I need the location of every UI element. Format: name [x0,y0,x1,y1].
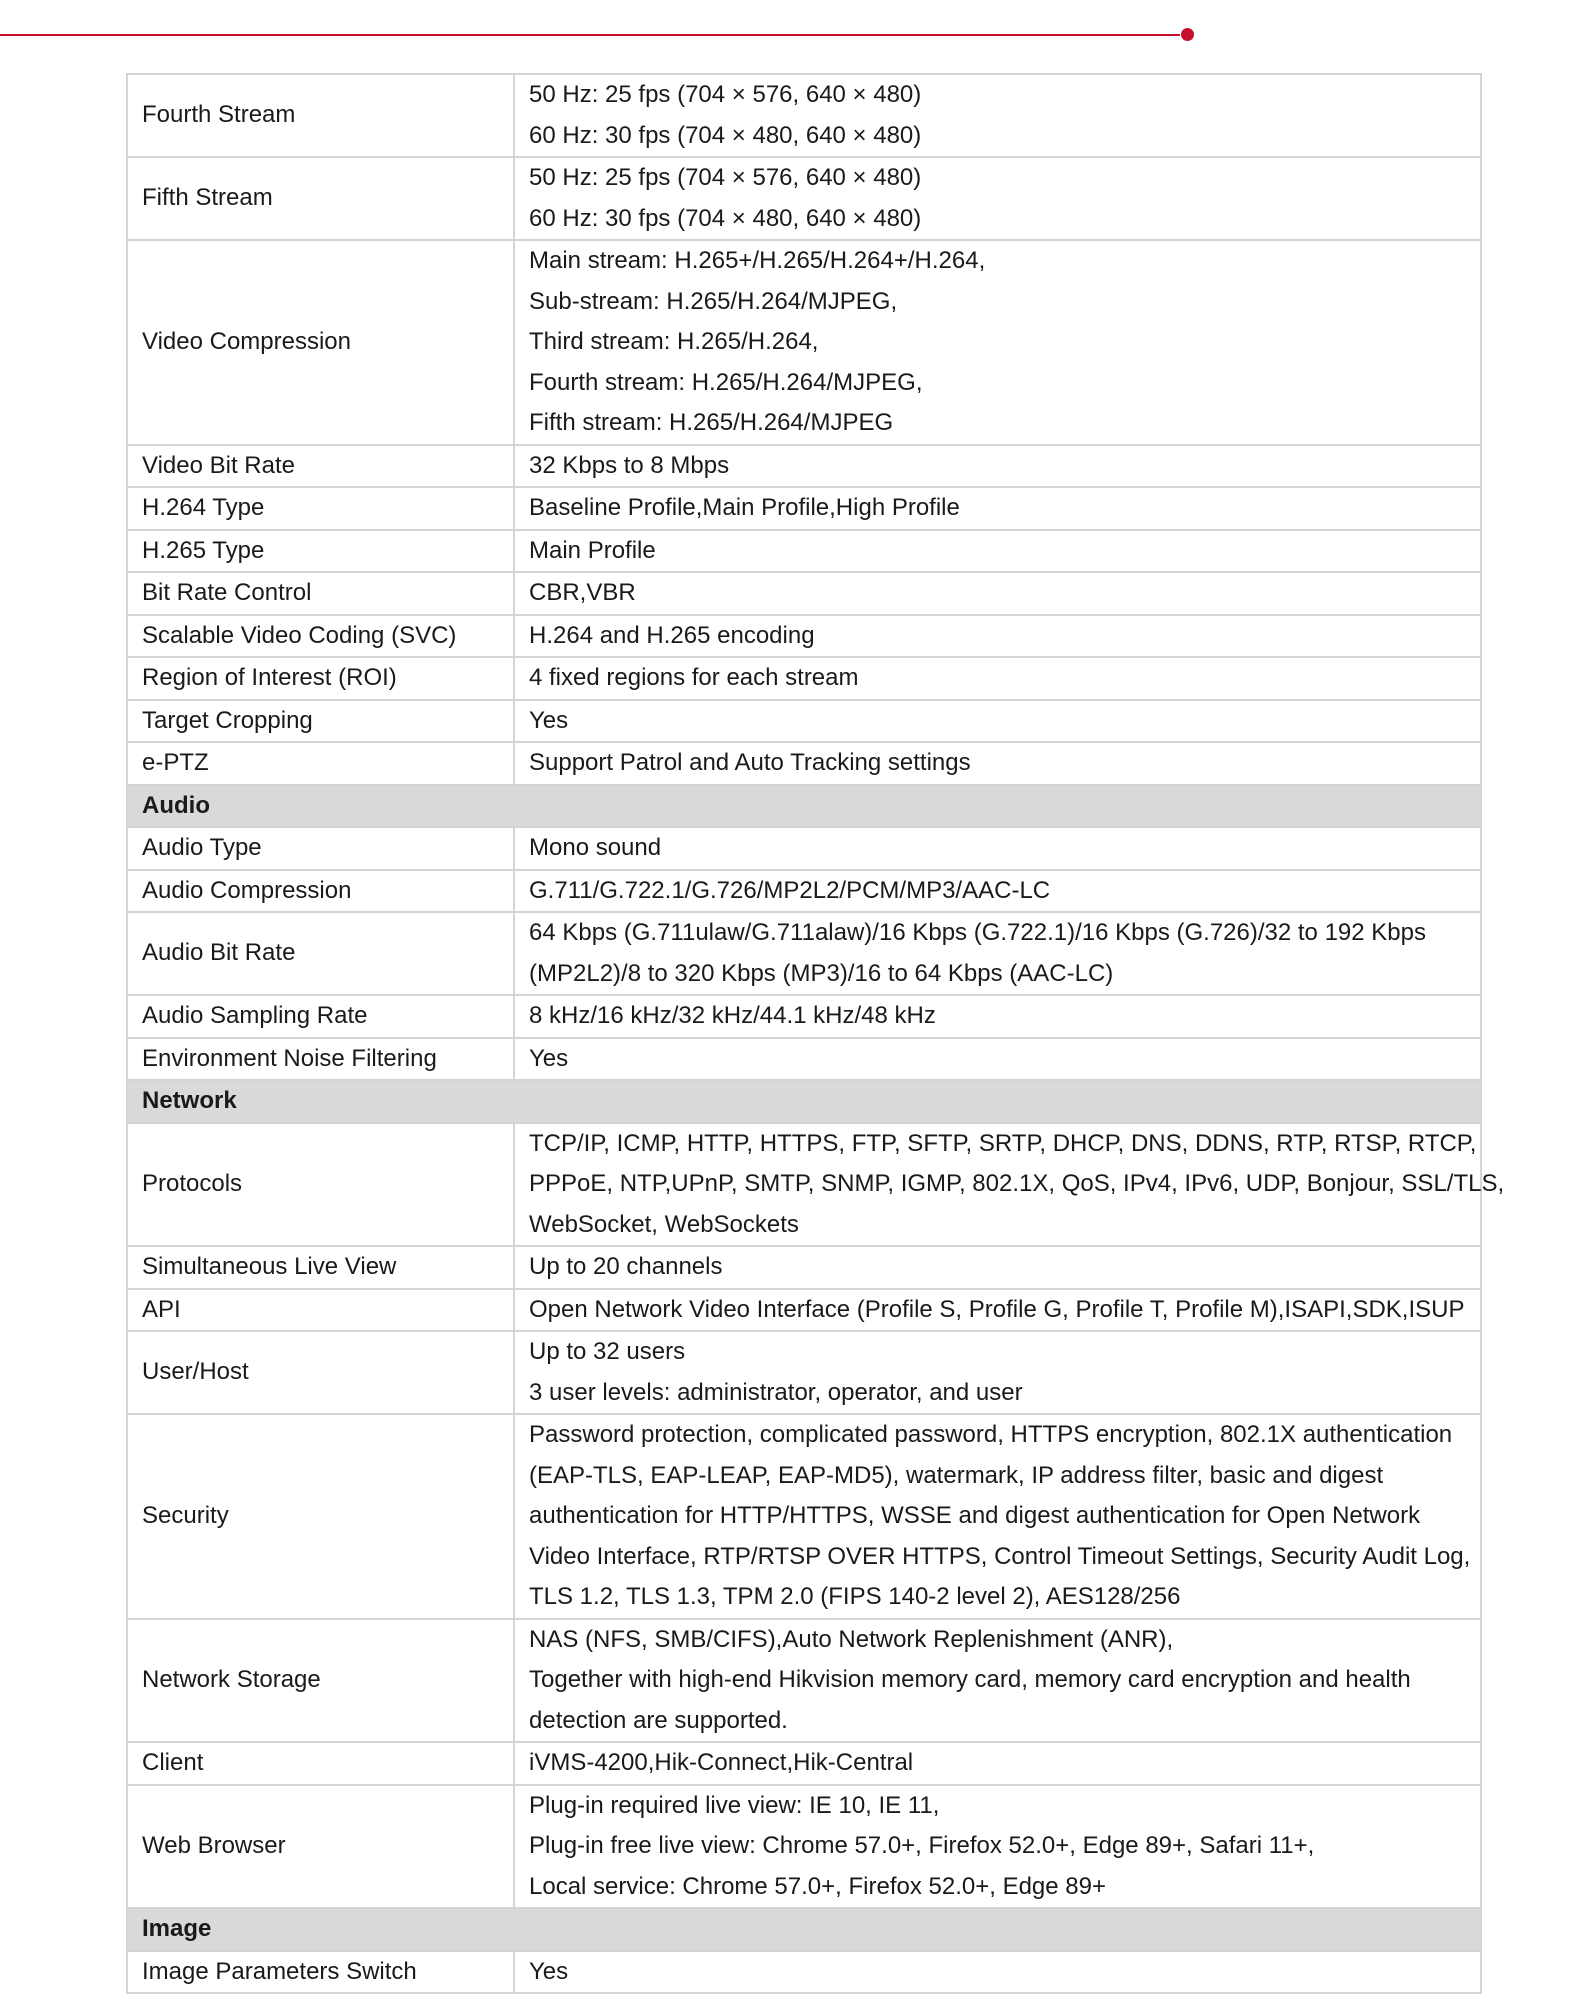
spec-row [127,657,1481,700]
spec-label: Simultaneous Live View [127,1246,514,1289]
spec-value-line: Yes [529,706,569,734]
header-red-dot [1181,28,1194,41]
spec-row [127,157,1481,240]
spec-value-line: 4 fixed regions for each stream [529,664,859,691]
spec-value-line: Up to 32 users [529,1338,686,1365]
spec-row [127,1123,1481,1247]
spec-row [127,742,1481,785]
spec-table [126,73,1505,1994]
spec-value [514,1619,1481,1743]
spec-value-line: Together with high-end Hikvision memory card, memory card encryption and health [529,1666,1411,1693]
spec-value [514,700,1481,743]
spec-label: Security [127,1414,514,1619]
spec-value [514,1246,1481,1289]
spec-row [127,870,1481,913]
spec-label: Audio Sampling Rate [127,995,514,1038]
spec-row [127,1785,1481,1909]
spec-row [127,1289,1481,1332]
spec-value-line: H.264 and H.265 encoding [529,621,815,649]
spec-value-line: NAS (NFS, SMB/CIFS),Auto Network Replenishment (ANR), [529,1625,1174,1653]
spec-row [127,912,1481,995]
spec-value [514,1289,1481,1332]
spec-value-line: detection are supported. [529,1706,788,1734]
spec-label: Video Bit Rate [127,445,514,488]
spec-value-line: 60 Hz: 30 fps (704 × 480, 640 × 480) [529,121,922,149]
spec-row [127,1414,1481,1619]
spec-value-line: Yes [529,1957,569,1985]
spec-value-line: (MP2L2)/8 to 320 Kbps (MP3)/16 to 64 Kbps (AAC-LC) [529,959,1114,987]
spec-value-line: iVMS-4200,Hik-Connect,Hik-Central [529,1749,914,1776]
spec-row [127,74,1481,157]
spec-value [514,615,1481,658]
spec-row [127,445,1481,488]
spec-value [514,1785,1481,1909]
spec-label: Video Compression [127,240,514,445]
spec-value [514,1742,1481,1785]
spec-value-line: Open Network Video Interface (Profile S, Profile G, Profile T, Profile M),ISAPI,SDK,ISUP [529,1295,1465,1323]
spec-label: Target Cropping [127,700,514,743]
spec-row [127,572,1481,615]
spec-label: e-PTZ [127,742,514,785]
spec-row [127,530,1481,573]
spec-value-line: Mono sound [529,834,662,861]
section-title: Audio [127,785,1481,828]
spec-value-line: Plug-in required live view: IE 10, IE 11, [529,1791,940,1819]
section-header-row [127,1080,1481,1123]
spec-label: Environment Noise Filtering [127,1038,514,1081]
spec-value [514,1414,1481,1619]
spec-value-line: PPPoE, NTP,UPnP, SMTP, SNMP, IGMP, 802.1X, QoS, IPv4, IPv6, UDP, Bonjour, SSL/TLS, [529,1170,1505,1197]
spec-label: API [127,1289,514,1332]
spec-label: Audio Type [127,827,514,870]
spec-value-line: Password protection, complicated password, HTTPS encryption, 802.1X authentication [529,1421,1453,1448]
spec-row [127,1619,1481,1743]
spec-value-line: TLS 1.2, TLS 1.3, TPM 2.0 (FIPS 140-2 level 2), AES128/256 [529,1583,1181,1610]
spec-value-line: 50 Hz: 25 fps (704 × 576, 640 × 480) [529,81,922,108]
spec-label: Bit Rate Control [127,572,514,615]
spec-label: Audio Bit Rate [127,912,514,995]
section-header-row [127,785,1481,828]
spec-row [127,615,1481,658]
spec-value [514,1123,1505,1247]
spec-row [127,700,1481,743]
spec-value-line: 50 Hz: 25 fps (704 × 576, 640 × 480) [529,164,922,191]
spec-value [514,572,1481,615]
spec-label: Fifth Stream [127,157,514,240]
spec-label: Image Parameters Switch [127,1951,514,1994]
spec-value [514,657,1481,700]
spec-value-line: Fifth stream: H.265/H.264/MJPEG [529,409,894,436]
spec-value-line: Local service: Chrome 57.0+, Firefox 52.0+, Edge 89+ [529,1872,1106,1900]
spec-value-line: Up to 20 channels [529,1253,723,1280]
spec-value-line: Third stream: H.265/H.264, [529,328,819,355]
spec-value-line: (EAP-TLS, EAP-LEAP, EAP-MD5), watermark, IP address filter, basic and digest [529,1461,1384,1489]
spec-value-line: Plug-in free live view: Chrome 57.0+, Firefox 52.0+, Edge 89+, Safari 11+, [529,1832,1315,1859]
spec-value [514,1038,1481,1081]
spec-value [514,1951,1481,1994]
spec-value-line: Sub-stream: H.265/H.264/MJPEG, [529,287,898,315]
spec-row [127,827,1481,870]
spec-row [127,1038,1481,1081]
spec-value [514,530,1481,573]
spec-value [514,240,1481,445]
spec-value-line: authentication for HTTP/HTTPS, WSSE and digest authentication for Open Network [529,1502,1421,1529]
spec-row [127,487,1481,530]
spec-value-line: Main Profile [529,536,656,564]
spec-value-line: WebSocket, WebSockets [529,1210,799,1238]
spec-label: Region of Interest (ROI) [127,657,514,700]
spec-value [514,487,1481,530]
spec-label: Network Storage [127,1619,514,1743]
spec-value-line: 60 Hz: 30 fps (704 × 480, 640 × 480) [529,204,922,232]
spec-row [127,1742,1481,1785]
spec-value-line: 64 Kbps (G.711ulaw/G.711alaw)/16 Kbps (G.722.1)/16 Kbps (G.726)/32 to 192 Kbps [529,919,1426,946]
header-red-rule [0,34,1180,36]
spec-value-line: Main stream: H.265+/H.265/H.264+/H.264, [529,247,986,274]
spec-label: Scalable Video Coding (SVC) [127,615,514,658]
spec-value-line: G.711/G.722.1/G.726/MP2L2/PCM/MP3/AAC-LC [529,876,1051,904]
spec-label: User/Host [127,1331,514,1414]
spec-value [514,912,1481,995]
spec-label: Fourth Stream [127,74,514,157]
spec-row [127,1246,1481,1289]
spec-value [514,157,1481,240]
spec-value [514,742,1481,785]
spec-value-line: Fourth stream: H.265/H.264/MJPEG, [529,368,923,396]
spec-label: Web Browser [127,1785,514,1909]
spec-row [127,1331,1481,1414]
spec-value-line: Support Patrol and Auto Tracking settings [529,749,971,776]
spec-label: H.264 Type [127,487,514,530]
spec-value-line: Yes [529,1044,569,1072]
section-title: Image [127,1908,1481,1951]
spec-value [514,995,1481,1038]
section-header-row [127,1908,1481,1951]
spec-value [514,1331,1481,1414]
spec-value-line: 32 Kbps to 8 Mbps [529,451,730,479]
spec-value-line: 8 kHz/16 kHz/32 kHz/44.1 kHz/48 kHz [529,1002,936,1029]
spec-label: Protocols [127,1123,514,1247]
spec-value [514,870,1481,913]
spec-row [127,1951,1481,1994]
spec-label: Client [127,1742,514,1785]
spec-value-line: CBR,VBR [529,579,636,606]
spec-label: H.265 Type [127,530,514,573]
spec-label: Audio Compression [127,870,514,913]
spec-row [127,995,1481,1038]
spec-value [514,445,1481,488]
spec-value-line: 3 user levels: administrator, operator, and user [529,1378,1023,1406]
spec-row [127,240,1481,445]
section-title: Network [127,1080,1481,1123]
spec-value-line: Video Interface, RTP/RTSP OVER HTTPS, Control Timeout Settings, Security Audit Log, [529,1542,1471,1570]
spec-value-line: Baseline Profile,Main Profile,High Profile [529,494,960,521]
spec-value-line: TCP/IP, ICMP, HTTP, HTTPS, FTP, SFTP, SRTP, DHCP, DNS, DDNS, RTP, RTSP, RTCP, [529,1129,1477,1157]
spec-value [514,827,1481,870]
spec-value [514,74,1481,157]
